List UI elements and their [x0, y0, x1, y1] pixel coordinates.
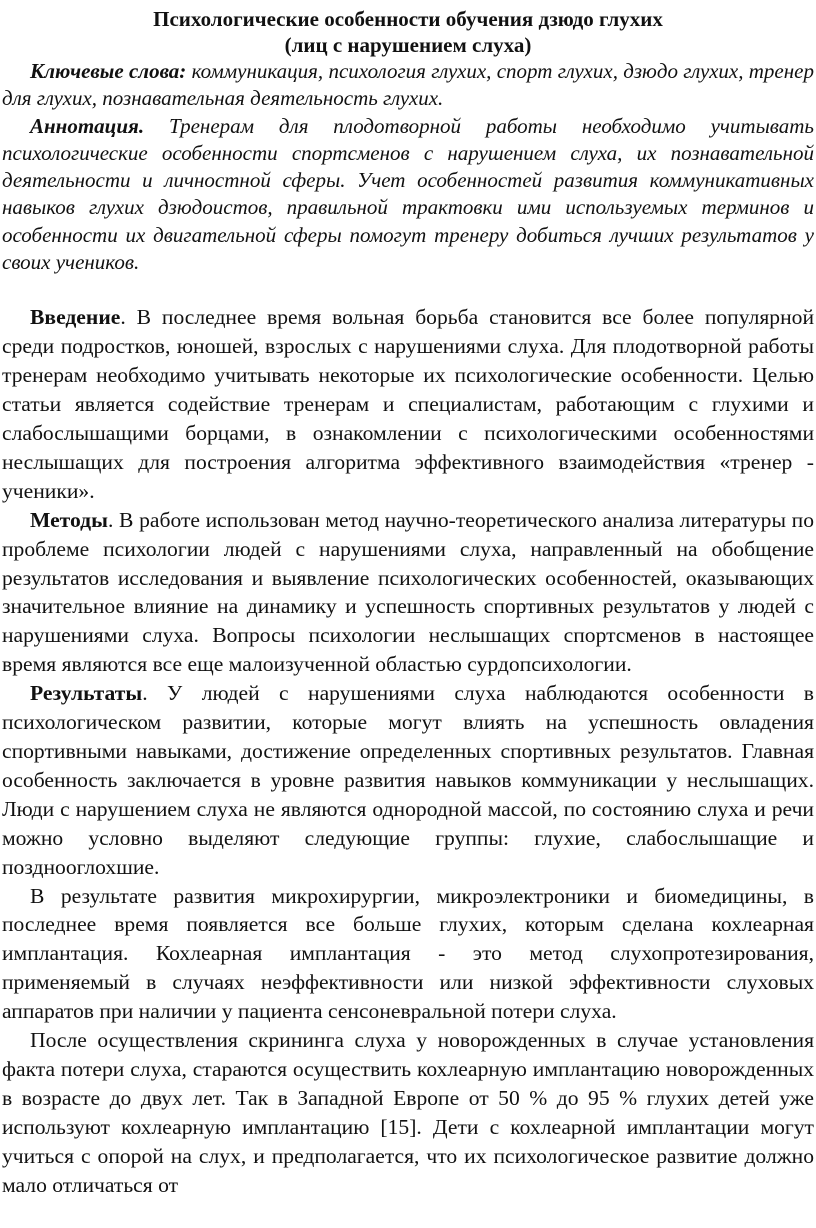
abstract-text: Тренерам для плодотворной работы необходимо учитывать психологические особенности спортсменов с нарушением слуха, их познавательной деятельности и личностной сферы. Учет особенностей развития коммуникативных навыков глухих дзюдоистов, правильной трактовки ими используемых терминов и особенности их двигательной сферы помогут тренеру добиться лучших результатов у своих учеников.	[2, 113, 814, 275]
results-label: Результаты	[30, 681, 143, 706]
title-line-2: (лиц с нарушением слуха)	[284, 33, 532, 57]
methods-paragraph	[2, 506, 814, 679]
title-line-1: Психологические особенности обучения дзюдо глухих	[153, 7, 663, 31]
methods-label: Методы	[30, 507, 108, 532]
document-page	[0, 6, 816, 1199]
document-title	[2, 6, 814, 58]
article-body	[2, 303, 814, 1199]
keywords-text: коммуникация, психология глухих, спорт глухих, дзюдо глухих, тренер для глухих, познавательная деятельность глухих.	[2, 59, 814, 111]
intro-label: Введение	[30, 305, 121, 330]
keywords-label: Ключевые слова:	[30, 59, 187, 83]
implant-paragraph: В результате развития микрохирургии, микроэлектроники и биомедицины, в последнее время появляется все больше глухих, которым сделана кохлеарная имплантация. Кохлеарная имплантация - это метод слухопротезирования, применяемый в случаях неэффективности или низкой эффективности слуховых аппаратов при наличии у пациента сенсоневральной потери слуха.	[2, 883, 814, 1024]
intro-text: . В последнее время вольная борьба становится все более популярной среди подростков, юношей, взрослых с нарушениями слуха. Для плодотворной работы тренерам необходимо учитывать некоторые их психологические особенности. Целью статьи является содействие тренерам и специалистам, работающим с глухими и слабослышащими борцами, в ознакомлении с психологическими особенностями неслышащих для построения алгоритма эффективного взаимодействия «тренер - ученики».	[2, 305, 814, 503]
methods-text: . В работе использован метод научно-теоретического анализа литературы по проблеме психологии людей с нарушениями слуха, направленный на обобщение результатов исследования и выявление психологических особенностей, оказывающих значительное влияние на динамику и успешность спортивных результатов у людей с нарушениями слуха. Вопросы психологии неслышащих спортсменов в настоящее время являются все еще малоизученной областью сурдопсихологии.	[2, 507, 814, 677]
keywords-paragraph	[2, 58, 814, 113]
results-paragraph	[2, 679, 814, 881]
abstract-label: Аннотация.	[30, 113, 145, 138]
abstract-paragraph	[2, 113, 814, 277]
screening-paragraph: После осуществления скрининга слуха у новорожденных в случае установления факта потери слуха, стараются осуществить кохлеарную имплантацию новорожденных в возрасте до двух лет. Так в Западной Европе от 50 % до 95 % глухих детей уже используют кохлеарную имплантацию [15]. Дети с кохлеарной имплантации могут учиться с опорой на слух, и предполагается, что их психологическое развитие должно мало отличаться от	[2, 1028, 814, 1197]
intro-paragraph	[2, 303, 814, 505]
section-spacer	[2, 276, 814, 303]
results-text: . У людей с нарушениями слуха наблюдаются особенности в психологическом развитии, которые могут влиять на успешность овладения спортивными навыками, достижение определенных спортивных результатов. Главная особенность заключается в уровне развития навыков коммуникации у неслышащих. Люди с нарушением слуха не являются однородной массой, по состоянию слуха и речи можно условно выделяют следующие группы: глухие, слабослышащие и позднооглохшие.	[2, 681, 814, 879]
